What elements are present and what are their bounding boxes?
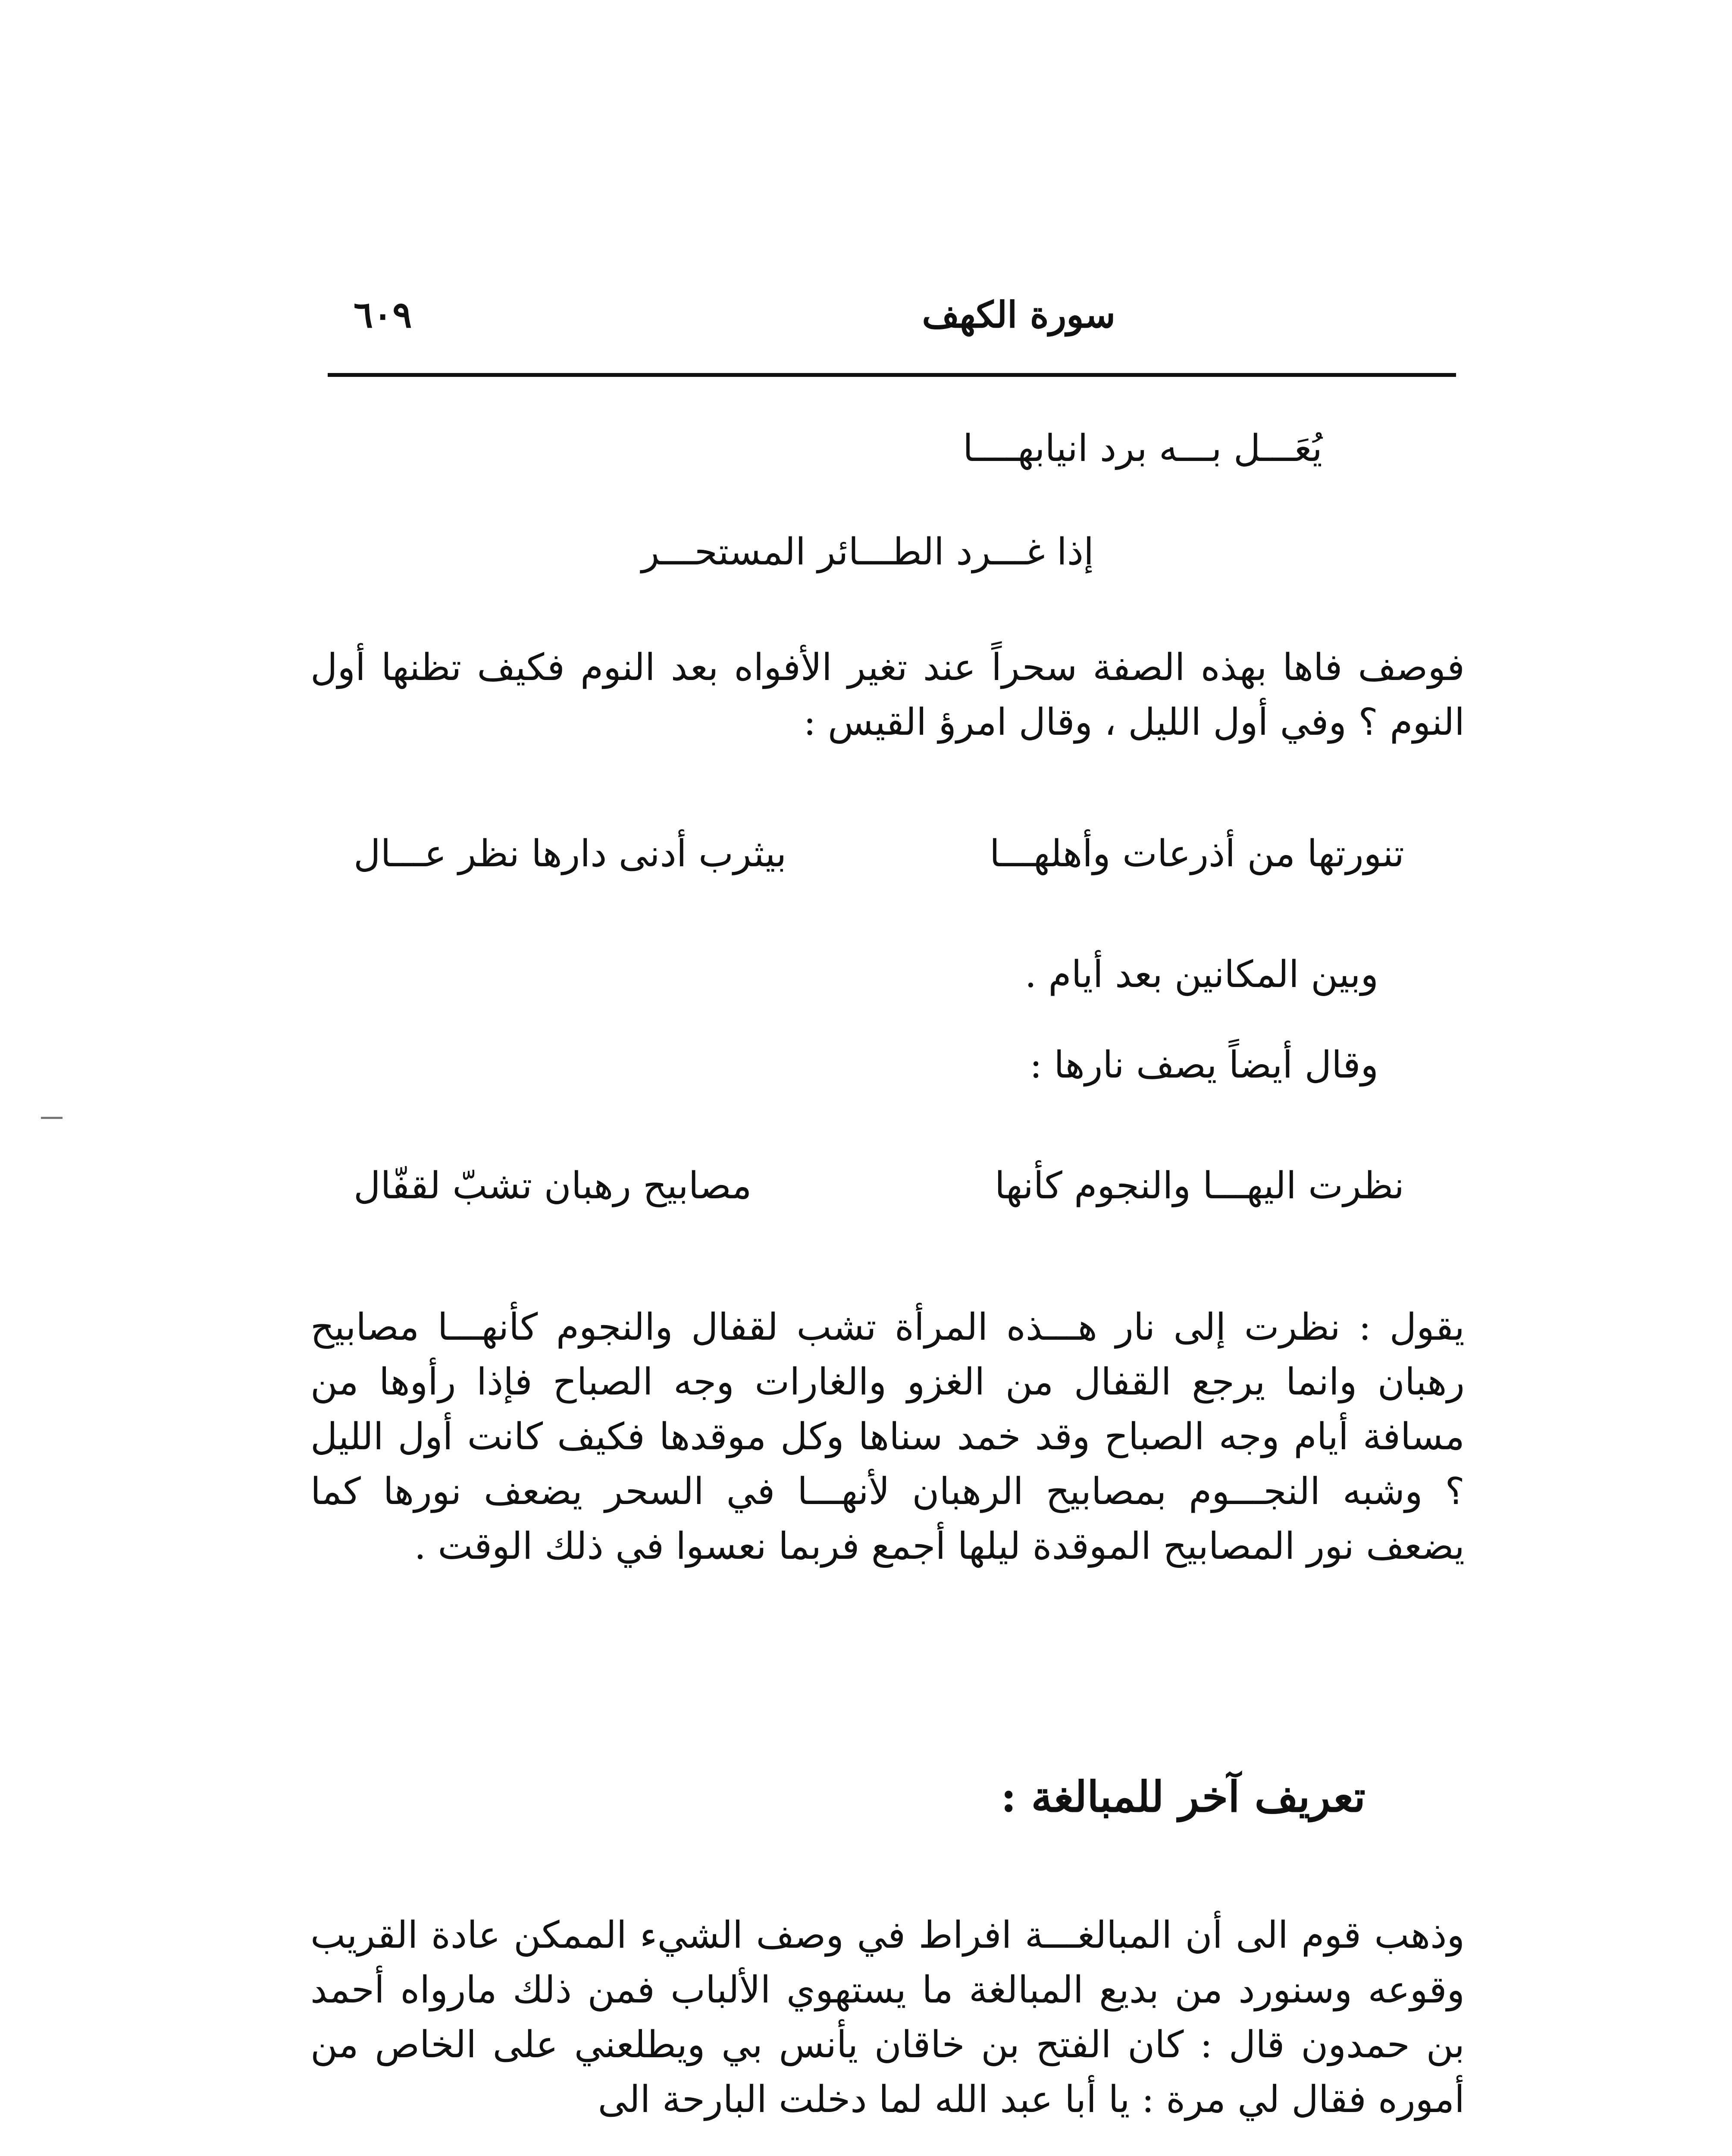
couplet-2-second-hemistich: مصابيح رهبان تشبّ لقفّال [354, 1164, 752, 1207]
header-rule [328, 373, 1456, 377]
chapter-title: سورة الكهف [922, 293, 1115, 336]
running-header [328, 280, 1447, 354]
couplet-2-intro: وقال أيضاً يصف نارها : [1029, 1044, 1378, 1087]
poem-couplet-2 [354, 1164, 1404, 1207]
paragraph-1: فوصف فاها بهذه الصفة سحراً عند تغير الأفواه بعد النوم فكيف تظنها أول النوم ؟ وفي أول الليل ، وقال امرؤ القيس : [310, 646, 1465, 744]
verse-line-1: يُعَـــل بـــه برد انيابهــــا [962, 427, 1322, 470]
page-number: ٦٠٩ [354, 293, 412, 336]
paragraph-2: يقول : نظرت إلى نار هـــذه المرأة تشب لقفال والنجوم كأنهـــا مصابيح رهبان وانما يرجع القفال من الغزو والغارات وجه الصباح فإذا رأوها من مسافة أيام وجه الصباح وقد خمد سناها وكل موقدها فكيف كانت أول الليل ؟ وشبه النجـــوم بمصابيح الرهبان لأنهـــا في السحر يضعف نورها كما يضعف نور المصابيح الموقدة ليلها أجمع فربما نعسوا في ذلك الوقت . [310, 1306, 1465, 1568]
margin-mark [41, 1117, 63, 1119]
couplet-2-first-hemistich: نظرت اليهـــا والنجوم كأنها [994, 1164, 1404, 1207]
couplet-1-second-hemistich: بيثرب أدنى دارها نظر عـــال [354, 832, 787, 875]
couplet-1-first-hemistich: تنورتها من أذرعات وأهلهـــا [989, 832, 1404, 875]
line-after-couplet-1: وبين المكانين بعد أيام . [1024, 953, 1378, 996]
paragraph-3: وذهب قوم الى أن المبالغـــة افراط في وصف الشيء الممكن عادة القريب وقوعه وسنورد من بديع المبالغة ما يستهوي الألباب فمن ذلك مارواه أحمد بن حمدون قال : كان الفتح بن خاقان يأنس بي ويطلعني على الخاص من أموره فقال لي مرة : يا أبا عبد الله لما دخلت البارحة الى [310, 1914, 1465, 2121]
section-heading: تعريف آخر للمبالغة : [1001, 1772, 1366, 1822]
verse-line-2: إذا غـــرد الطـــائر المستحـــر [641, 530, 1094, 573]
poem-couplet-1 [354, 832, 1404, 875]
